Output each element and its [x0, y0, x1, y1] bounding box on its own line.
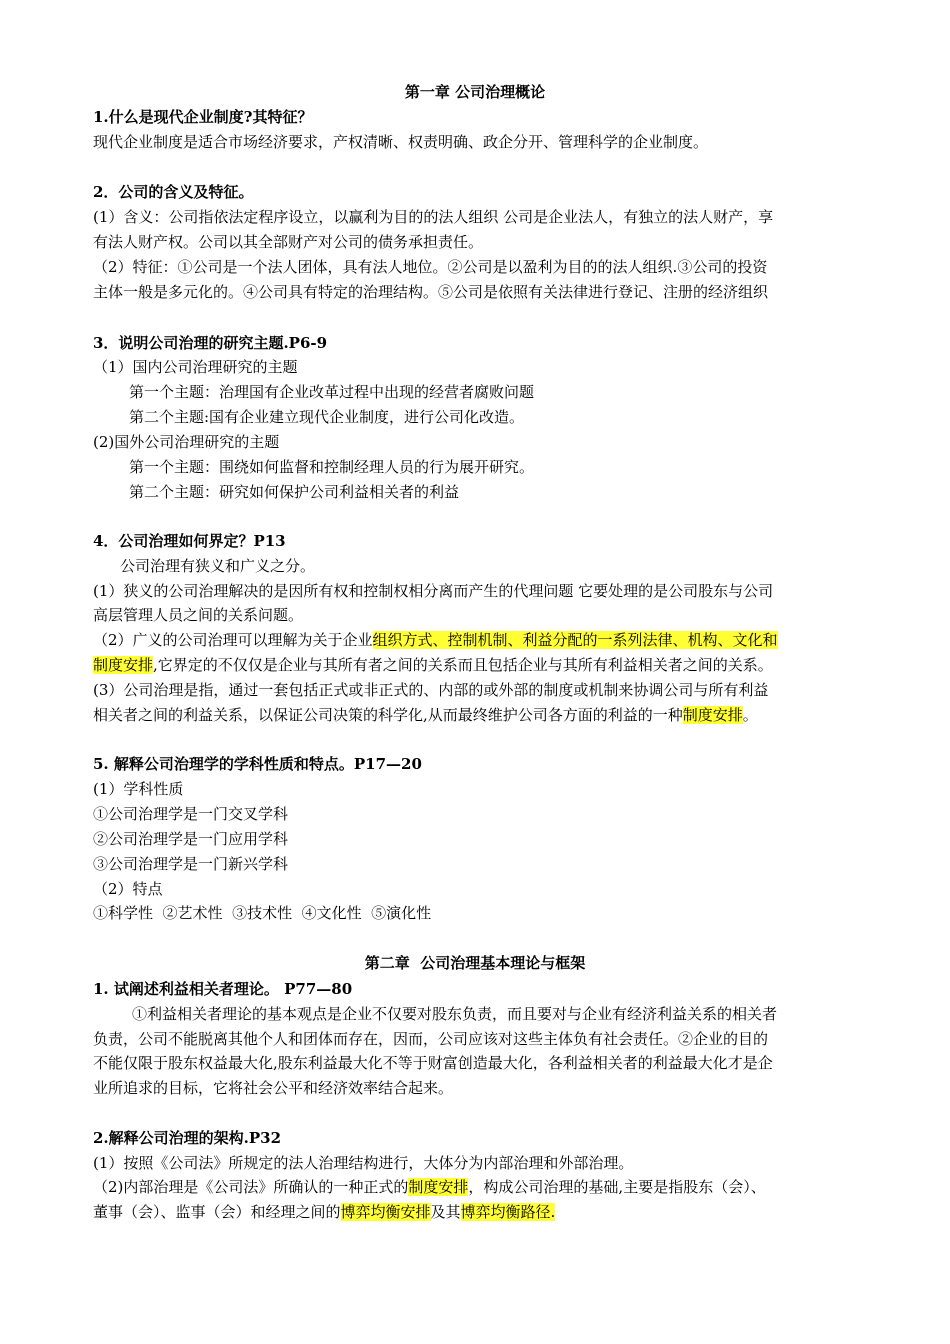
- question-heading: 2.解释公司治理的架构.P32: [93, 1129, 282, 1147]
- answer-line: (2)国外公司治理研究的主题: [93, 433, 280, 451]
- question-heading: 3．说明公司治理的研究主题.P6-9: [93, 334, 328, 352]
- question-heading: 2．公司的含义及特征。: [93, 183, 254, 201]
- answer-line: ③公司治理学是一门新兴学科: [93, 855, 289, 873]
- answer-line: （1）国内公司治理研究的主题: [93, 358, 298, 376]
- highlighted-text: 制度安排: [408, 1178, 469, 1196]
- question-heading: 5. 解释公司治理学的学科性质和特点。P17—20: [93, 755, 422, 773]
- answer-line: 业所追求的目标，它将社会公平和经济效率结合起来。: [93, 1079, 454, 1097]
- answer-line: 高层管理人员之间的关系问题。: [93, 606, 304, 624]
- answer-line: 第一个主题：围绕如何监督和控制经理人员的行为展开研究。: [129, 458, 535, 476]
- highlighted-text: 组织方式、控制机制、利益分配的一系列法律、机构、文化和: [372, 631, 778, 649]
- answer-line: (1）按照《公司法》所规定的法人治理结构进行，大体分为内部治理和外部治理。: [93, 1154, 634, 1172]
- answer-line: 董事（会）、监事（会）和经理之间的博弈均衡安排及其博弈均衡路径.: [93, 1203, 556, 1221]
- chapter-1-title: 第一章 公司治理概论: [404, 83, 546, 101]
- question-heading: 1.什么是现代企业制度?其特征？: [93, 108, 313, 126]
- answer-line: ①利益相关者理论的基本观点是企业不仅要对股东负责，而且要对与企业有经济利益关系的相关者: [132, 1005, 778, 1023]
- answer-line: (1）含义：公司指依法定程序设立，以赢利为目的的法人组织 公司是企业法人，有独立的法人财产，享: [93, 208, 774, 226]
- answer-line: （2）广义的公司治理可以理解为关于企业组织方式、控制机制、利益分配的一系列法律、机构、文化和: [93, 631, 778, 649]
- answer-line: 不能仅限于股东权益最大化,股东利益最大化不等于财富创造最大化，各利益相关者的利益最大化才是企: [93, 1054, 773, 1072]
- answer-line: （2)内部治理是《公司法》所确认的一种正式的制度安排，构成公司治理的基础,主要是指股东（会）、: [93, 1178, 766, 1196]
- question-heading: 4．公司治理如何界定？P13: [93, 532, 286, 550]
- answer-line: ②公司治理学是一门应用学科: [93, 830, 289, 848]
- highlighted-text: 制度安排: [682, 706, 743, 724]
- answer-line: 主体一般是多元化的。④公司具有特定的治理结构。⑤公司是依照有关法律进行登记、注册的经济组织: [93, 283, 769, 301]
- answer-line: (3）公司治理是指，通过一套包括正式或非正式的、内部的或外部的制度或机制来协调公司与所有利益: [93, 681, 769, 699]
- question-heading: 1. 试阐述利益相关者理论。 P77—80: [93, 980, 353, 998]
- answer-line: 现代企业制度是适合市场经济要求，产权清晰、权责明确、政企分开、管理科学的企业制度。: [93, 133, 709, 151]
- answer-line: 第一个主题：治理国有企业改革过程中出现的经营者腐败问题: [129, 383, 535, 401]
- answer-line: 第二个主题:国有企业建立现代企业制度，进行公司化改造。: [129, 408, 525, 426]
- answer-line: （2）特点: [93, 880, 163, 898]
- answer-line: ①公司治理学是一门交叉学科: [93, 805, 289, 823]
- answer-line: （2）特征：①公司是一个法人团体，具有法人地位。②公司是以盈利为目的的法人组织.③公司的投资: [93, 258, 768, 276]
- answer-line: ①科学性 ②艺术性 ③技术性 ④文化性 ⑤演化性: [93, 904, 432, 922]
- answer-line: 制度安排,它界定的不仅仅是企业与其所有者之间的关系而且包括企业与其所有利益相关者之间的关系。: [93, 656, 773, 674]
- answer-line: 公司治理有狭义和广义之分。: [120, 557, 316, 575]
- answer-line: (1）狭义的公司治理解决的是因所有权和控制权相分离而产生的代理问题 它要处理的是公司股东与公司: [93, 582, 774, 600]
- highlighted-text: 博弈均衡路径.: [460, 1203, 556, 1221]
- answer-line: 第二个主题：研究如何保护公司利益相关者的利益: [129, 483, 460, 501]
- highlighted-text: 博弈均衡安排: [340, 1203, 431, 1221]
- answer-line: 相关者之间的利益关系，以保证公司决策的科学化,从而最终维护公司各方面的利益的一种制度安排。: [93, 706, 758, 724]
- answer-line: (1）学科性质: [93, 780, 184, 798]
- answer-line: 负责，公司不能脱离其他个人和团体而存在，因而，公司应该对这些主体负有社会责任。②企业的目的: [93, 1030, 769, 1048]
- chapter-2-title: 第二章 公司治理基本理论与框架: [364, 954, 586, 972]
- highlighted-text: 制度安排: [93, 656, 154, 674]
- answer-line: 有法人财产权。公司以其全部财产对公司的债务承担责任。: [93, 233, 484, 251]
